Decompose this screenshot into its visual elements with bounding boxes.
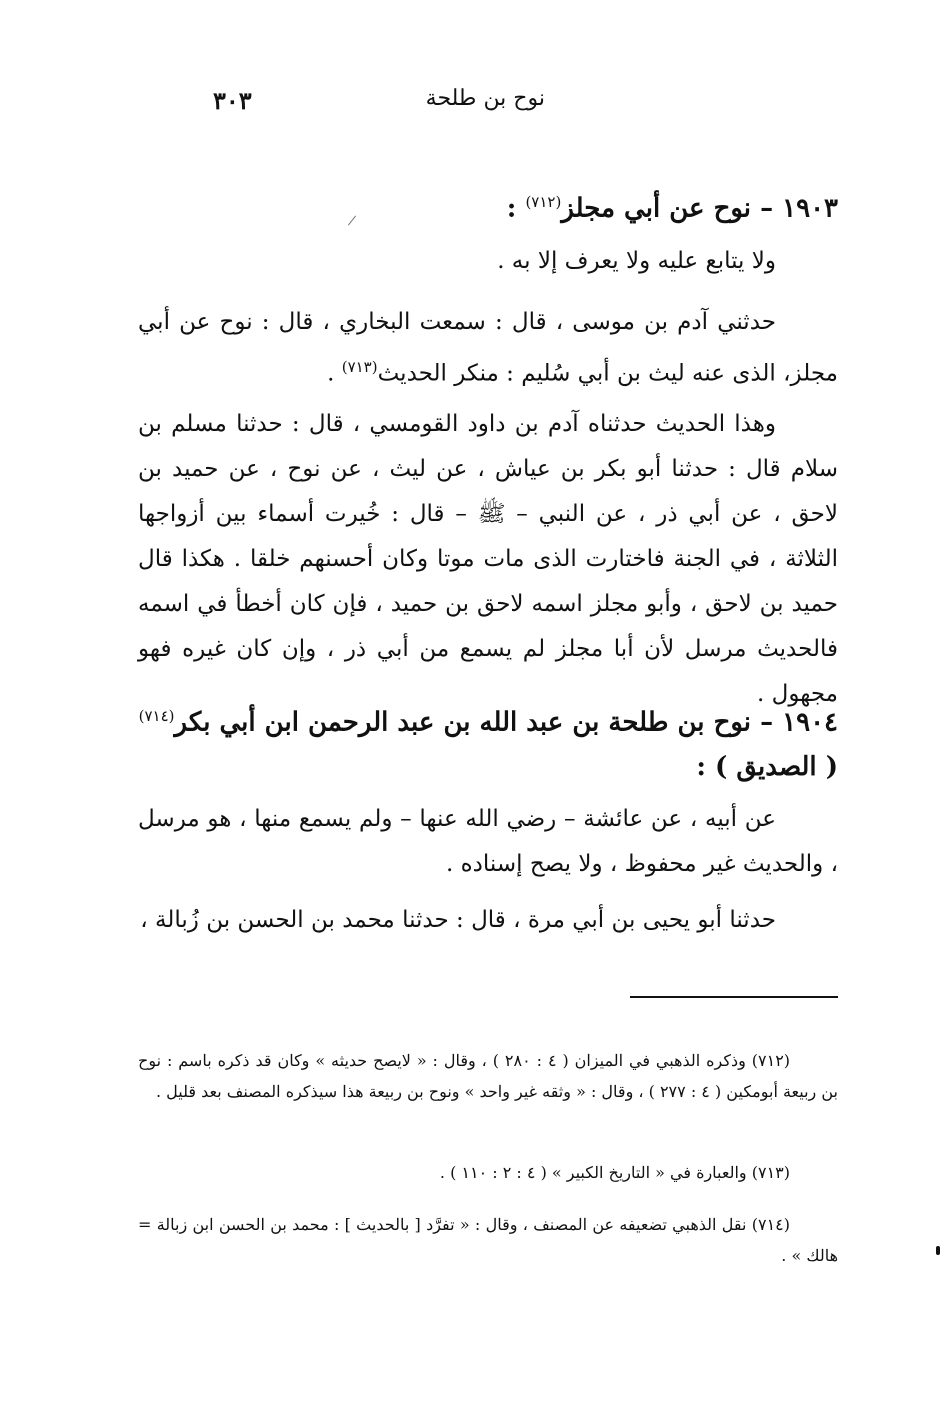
entry-1904-heading-end: ( الصديق ) :: [696, 751, 838, 782]
footnote-712: (٧١٢) وذكره الذهبي في الميزان ( ٤ : ٢٨٠ ) ، وقال : « لايصح حديثه » وكان قد ذكره باسم : نوح بن ربيعة أبومكين ( ٤ : ٢٧٧ ) ، وقال : « وثقه غير واحد » ونوح بن ربيعة هذا سيذكره المصنف بعد قليل .: [138, 1051, 838, 1101]
footnote-ref-714: (٧١٤): [138, 707, 175, 725]
footnote-separator: [630, 996, 838, 998]
page-header: [205, 86, 555, 126]
entry-1904-title: [138, 694, 838, 789]
entry-1903-paragraph-3: وهذا الحديث حدثناه آدم بن داود القومسي ، قال : حدثنا مسلم بن سلام قال : حدثنا أبو بكر بن عياش ، عن ليث ، عن نوح ، عن حميد بن لاحق ، عن أبي ذر ، عن النبي – ﷺ – قال : خُيرت أسماء بين أزواجها الثلاثة ، في الجنة فاختارت الذى مات موتا وكان أحسنهم خلقا . هكذا قال حميد بن لاحق ، وأبو مجلز اسمه لاحق بن حميد ، فإن كان أخطأ في اسمه فالحديث مرسل لأن أبا مجلز لم يسمع من أبي ذر ، وإن كان غيره فهو مجهول .: [138, 411, 838, 707]
entry-1904-paragraph-2: حدثنا أبو يحيى بن أبي مرة ، قال : حدثنا محمد بن الحسن بن زُبالة ،: [140, 907, 776, 933]
footnote-713: (٧١٣) والعبارة في « التاريخ الكبير » ( ٤ : ٢ : ١١٠ ) .: [439, 1163, 790, 1182]
running-title: نوح بن طلحة: [425, 86, 545, 111]
page-number: ٣٠٣: [213, 86, 252, 115]
entry-1903-paragraph-2: [138, 300, 838, 397]
entry-1903-paragraph-2-text: حدثني آدم بن موسى ، قال : سمعت البخاري ، قال : نوح عن أبي مجلز، الذى عنه ليث بن أبي سُليم : منكر الحديث: [138, 309, 838, 387]
entry-1903-title: [138, 180, 838, 231]
footnote-ref-712: (٧١٢): [525, 193, 562, 211]
entry-1903-heading-end: :: [506, 193, 526, 224]
entry-1904-heading: ١٩٠٤ – نوح بن طلحة بن عبد الله بن عبد الرحمن ابن أبي بكر: [174, 707, 838, 738]
entry-1903-heading: ١٩٠٣ – نوح عن أبي مجلز: [561, 193, 838, 224]
page-edge-mark: [936, 1246, 940, 1255]
footnote-ref-713: (٧١٣): [341, 358, 378, 376]
footnote-714: (٧١٤) نقل الذهبي تضعيفه عن المصنف ، وقال : « تفرَّد [ بالحديث ] : محمد بن الحسن ابن زبالة = هالك » .: [138, 1215, 838, 1265]
entry-1903-line-1: ولا يتابع عليه ولا يعرف إلا به .: [497, 248, 776, 274]
entry-1904-paragraph-1: عن أبيه ، عن عائشة – رضي الله عنها – ولم يسمع منها ، هو مرسل ، والحديث غير محفوظ ، ولا يصح إسناده .: [138, 806, 838, 877]
entry-1903-paragraph-2-end: .: [327, 360, 342, 387]
